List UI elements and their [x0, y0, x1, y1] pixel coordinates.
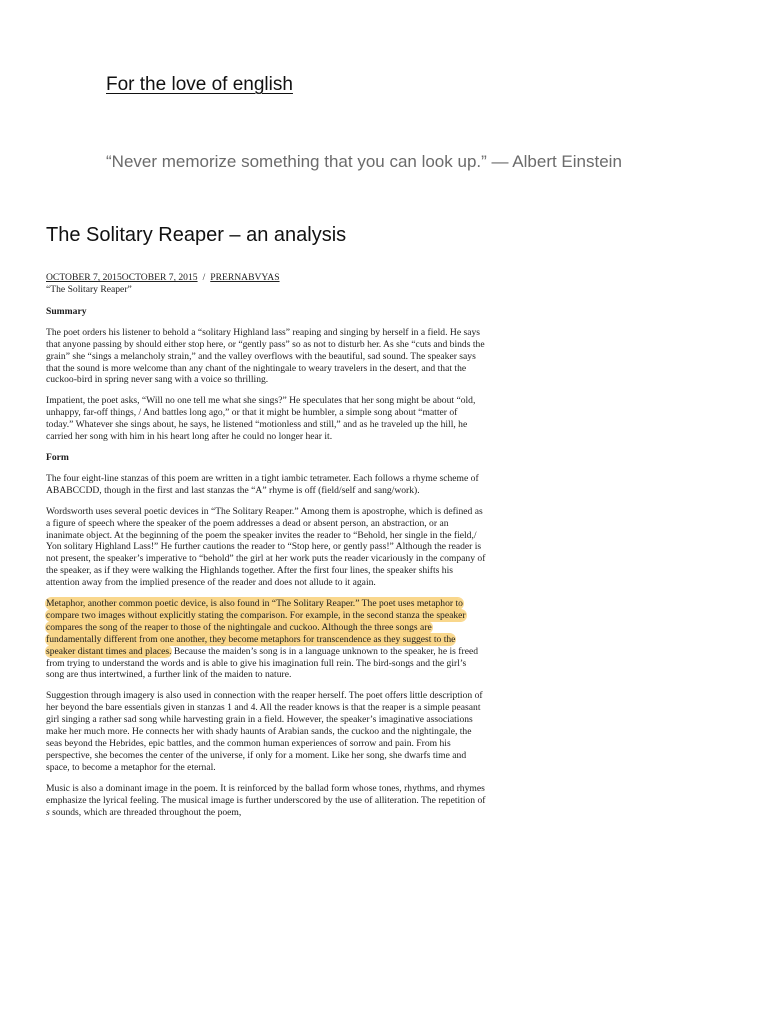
form-paragraph-5 [46, 783, 486, 819]
heading-summary: Summary [46, 305, 87, 317]
article-body [46, 284, 486, 827]
form-paragraph-2: Wordsworth uses several poetic devices in “The Solitary Reaper.” Among them is apostrophe, which is defined as a figure of speech where the speaker of the poem addresses a dead or absent person, an abstraction, or an inanimate object. At the beginning of the poem the speaker invites the reader to “Behold, her single in the field,/ Yon solitary Highland Lass!” He further cautions the reader to “Stop here, or gently pass!” Although the reader is not present, the speaker’s imperative to “behold” the girl at her work puts the reader vicariously in the company of the speaker, as if they were walking the Highlands together. After the first four lines, the speaker shifts his attention away from the implied presence of the reader and does not allude to it again. [46, 505, 486, 589]
form-paragraph-3-rest: Because the maiden’s song is in a language unknown to the speaker, he is freed from trying to understand the words and is able to give his imagination full rein. The bird-songs and the girl’s song are thus intertwined, a further link of the maiden to nature. [46, 645, 479, 681]
post-date-link[interactable]: OCTOBER 7, 2015OCTOBER 7, 2015 [46, 272, 198, 283]
form-paragraph-3 [46, 598, 486, 681]
article-subtitle: “The Solitary Reaper” [46, 284, 132, 295]
site-tagline: “Never memorize something that you can look up.” — Albert Einstein [106, 152, 622, 171]
post-meta [46, 272, 280, 284]
form-paragraph-1: The four eight-line stanzas of this poem are written in a tight iambic tetrameter. Each follows a rhyme scheme of ABABCCDD, though in the first and last stanzas the “A” rhyme is off (field/self and sang/work). [46, 472, 479, 496]
post-author-link[interactable]: PRERNABVYAS [210, 272, 280, 283]
form-paragraph-5-italic: s [46, 806, 50, 818]
summary-paragraph-1: The poet orders his listener to behold a “solitary Highland lass” reaping and singing by herself in a field. He says that anyone passing by should either stop here, or “gently pass” so as not to disturb her. As she “cuts and binds the grain” she “sings a melancholy strain,” and the valley overflows with the beautiful, sad sound. The speaker says that the sound is more welcome than any chant of the nightingale to weary travelers in the desert, and that the cuckoo-bird in spring never sang with a voice so thrilling. [46, 326, 485, 386]
meta-separator: / [202, 272, 206, 283]
form-paragraph-5-end: sounds, which are threaded throughout the poem, [49, 806, 242, 818]
post-title: The Solitary Reaper – an analysis [46, 224, 347, 246]
form-paragraph-4: Suggestion through imagery is also used in connection with the reaper herself. The poet offers little description of her beyond the bare essentials given in stanzas 1 and 4. All the reader knows is that the reaper is a simple peasant girl singing a rather sad song while harvesting grain in a field. However, the speaker’s imaginative associations make her much more. He connects her with shady haunts of Arabian sands, the cuckoo and the nightingale, the seas beyond the Hebrides, epic battles, and the common human experiences of sorrow and pain. From his perspective, she becomes the center of the universe, if only for a moment. Like her song, she dwarfs time and space, to become a metaphor for the eternal. [46, 690, 483, 773]
summary-paragraph-2: Impatient, the poet asks, “Will no one tell me what she sings?” He speculates that her song might be about “old, unhappy, far-off things, / And battles long ago,” or that it might be humbler, a simple song about “matter of today.” Whatever she sings about, he says, he listened “motionless and still,” and as he traveled up the hill, he carried her song with him in his heart long after he could no longer hear it. [46, 395, 476, 443]
form-paragraph-5-start: Music is also a dominant image in the poem. It is reinforced by the ballad form whose tones, rhythms, and rhymes emphasize the lyrical feeling. The musical image is further underscored by the use of alliteration. The repetition of [46, 782, 486, 806]
highlighted-text: Metaphor, another common poetic device, is also found in “The Solitary Reaper.” The poet uses metaphor to compare two images without explicitly stating the comparison. For example, in the second stanza the speaker compares the song of the reaper to those of the nightingale and cuckoo. Although the three songs are fundamentally different from one another, they become metaphors for transcendence as they suggest to the speaker distant times and places. [46, 598, 466, 657]
heading-form: Form [46, 451, 69, 463]
site-title-link[interactable]: For the love of english [106, 74, 293, 95]
